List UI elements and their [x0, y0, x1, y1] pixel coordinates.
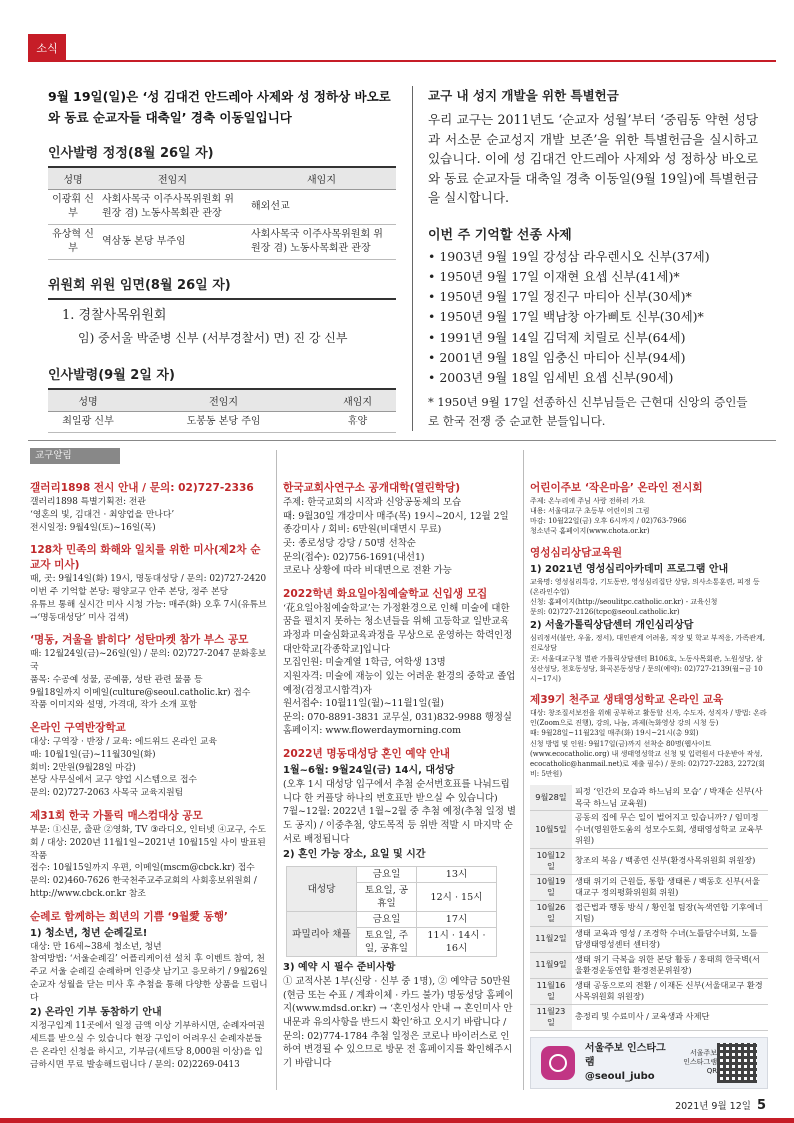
day-cell: 토요일, 공휴일 [357, 883, 417, 912]
column-divider [412, 86, 413, 431]
notice-subtitle: 1) 2021년 영성심리아카데미 프로그램 안내 [530, 563, 729, 575]
notice-line: 대상: 창조질서보전을 위해 공부하고 활동할 신자, 수도자, 성직자 / 방법: 온라인(Zoom으로 진행), 강의, 나눔, 과제(녹화영상 강의 시청 등) [530, 709, 767, 728]
notice-line: 홈페이지: www.flowerdaymorning.com [283, 725, 461, 737]
wedding-subtitle: 2) 혼인 가능 장소, 요일 및 시간 [283, 849, 426, 861]
notice-title: 어린이주보 ‘작은마음’ 온라인 전시회 [530, 482, 703, 494]
committee-detail: 임) 중서울 박준병 신부 (서부경찰서) 면) 진 강 신부 [78, 331, 348, 345]
notice-line: 유튜브 통해 실시간 미사 시청 가능: 매주(화) 오후 7시(유튜브→‘명동대성당’ 미사 검색) [30, 599, 267, 623]
table-row [530, 978, 768, 1004]
column-divider [523, 450, 524, 1090]
table-row [48, 225, 396, 260]
notice-line: 때, 곳: 9월14일(화) 19시, 명동대성당 / 문의: 02)727-2420 [30, 574, 267, 585]
notice-line: 회비: 2만원(9월28일 마감) [30, 762, 136, 773]
notice-line: 대상: 구역장 · 반장 / 교육: 에드위드 온라인 교육 [30, 737, 218, 748]
table-header: 새임지 [247, 168, 396, 190]
notice-line: 때: 9월30일 개강미사 매주(목) 19시~20시, 12월 2일 종강미사 / 회비: 6만원(비대면시 무료) [283, 510, 509, 536]
table-cell: 최일광 신부 [48, 412, 128, 433]
notice-line: ‘花요일아침예술학교’는 가정환경으로 인해 미술에 대한 꿈을 펼치지 못하는 청소년들을 위해 고등학교 일반교육과정과 미술심화교육과정을 무상으로 운영하는 학력인정 대안학교[각종학교]입니다 [283, 602, 513, 655]
table-cell: 해외선교 [247, 190, 396, 225]
notice-line: 품목: 수공예 성물, 공예품, 성탄 관련 물품 등 [30, 674, 203, 685]
time-cell: 13시 [417, 867, 497, 883]
notice-line: 갤러리1898 특별기획전: 전관 [30, 497, 146, 507]
table-row [530, 874, 768, 900]
special-collection-section [428, 86, 758, 431]
day-cell: 금요일 [357, 867, 417, 883]
schedule-date: 11월16일 [530, 978, 572, 1004]
notice-subtitle: 1) 청소년, 청년 순례길로! [30, 927, 148, 939]
collection-title: 교구 내 성지 개발을 위한 특별헌금 [428, 88, 619, 103]
notice-line: 곳: 종로성당 강당 / 50명 선착순 [283, 537, 416, 549]
memorial-note: * 1950년 9월 17일 선종하신 신부님들은 근현대 신앙의 증인들로 한국 전쟁 중 순교한 분들입니다. [428, 394, 748, 428]
notice-line: 마감: 10월22일(금) 오후 6시까지 / 02)763-7966 [530, 517, 687, 526]
table-header: 성명 [48, 168, 98, 190]
qr-label: 서울주보 인스타그램 QR [683, 1049, 718, 1076]
issue-date: 2021년 9월 12일 [675, 1101, 751, 1112]
notice-title: 128차 민족의 화해와 일치를 위한 미사(제2차 순교자 미사) [30, 544, 261, 572]
table-row [48, 390, 396, 412]
notice-subtitle: 2) 서울가톨릭상담센터 개인심리상담 [530, 620, 694, 632]
instagram-handle: @seoul_jubo [584, 1070, 655, 1082]
table-cell: 도봉동 본당 주임 [128, 412, 319, 433]
notice-title: 2022학년 화요일아침예술학교 신입생 모집 [283, 587, 488, 600]
instagram-text [585, 1042, 675, 1084]
instagram-icon [541, 1046, 575, 1080]
notice-line: 코로나 상황에 따라 비대면으로 전환 가능 [283, 565, 452, 577]
table-row [287, 912, 497, 928]
appointment2-title: 인사발령(9월 2일 자) [48, 364, 396, 390]
day-cell: 토요일, 주일, 공휴일 [357, 928, 417, 957]
schedule-topic: 접근법과 행동 방식 / 황인철 팀장(녹색연합 기후에너지팀) [572, 900, 768, 926]
schedule-date: 11월2일 [530, 926, 572, 952]
notice-line: 참여방법: ‘서울순례길’ 어플리케이션 설치 후 이벤트 참여, 천주교 서울 순례길 순례하며 인증샷 남기고 응모하기 / 9월26일 순교자 성월을 닫는 미사 후 추첨을 통해 다양한 상품을 드립니다 [30, 954, 268, 1003]
notice-line: 본당 사무실에서 교구 양업 시스템으로 접수 [30, 775, 197, 786]
notice-line: 9월18일까지 이메일(culture@seoul.catholic.kr) 접수 [30, 687, 251, 698]
list-item: • 2001년 9월 18일 임충신 마티아 신부(94세) [428, 349, 686, 365]
table-cell: 이광휘 신부 [48, 190, 98, 225]
notice-title: 제39기 천주교 생태영성학교 온라인 교육 [530, 694, 724, 707]
schedule-topic: 공동의 집에 무슨 일이 벌어지고 있습니까? / 임미정 수녀(영원한도움의 성모수도회, 생태영성학교 교육부 위원) [572, 811, 768, 849]
schedule-topic: 생태 교육과 영성 / 조경학 수녀(노틀담수녀회, 노틀담생태영성센터 센터장) [572, 926, 768, 952]
collection-body: 우리 교구는 2011년도 ‘순교자 성월’부터 ‘중림동 약현 성당과 서소문 순교성지 개발 보존’을 위한 특별헌금을 실시하고 있습니다. 이에 성 김대건 안드레아 사제와 성 정하상 바오로와 동료 순교자들 대축일 경축 이동일(9월 19일)에 특별헌금을 실시합니다. [428, 112, 758, 205]
notice-line: 주제: 한국교회의 시작과 신앙공동체의 모습 [283, 497, 462, 508]
notice-line: 전시일정: 9월4일(토)~16일(목) [30, 522, 156, 533]
wedding-table [286, 866, 497, 957]
page-footer [675, 1098, 766, 1113]
table-row [530, 952, 768, 978]
notice-title: 제31회 한국 가톨릭 매스컴대상 공모 [30, 810, 203, 823]
notice-line: 신청: 홈페이지(http://seoulitpc.catholic.or.kr) - 교육신청 [530, 597, 718, 606]
notice-line: 곳: 서울대교구청 별관 가톨릭상담센터 B106호, 노동사목회관, 노원성당, 삼성산성당, 천호동성당, 화곡본동성당 / 문의(예약): 02)727-2139(월~금 10시~17시) [530, 654, 763, 683]
notice-line: 부문: ①신문, 출판 ②영화, TV ③라디오, 인터넷 ④교구, 수도회 / 대상: 2020년 11월1일~2021년 10월15일 사이 발표된 작품 [30, 825, 266, 861]
list-item: • 1991년 9월 14일 김덕제 치릴로 신부(64세) [428, 329, 686, 345]
table-row [530, 1004, 768, 1030]
table-cell: 성명 [48, 390, 128, 412]
notice-line: 심리정서(불안, 우울, 정서), 대인관계 어려움, 직장 및 학교 부적응, 가족관계, 진로상담 [530, 634, 765, 653]
schedule-topic: 생태 위기의 근원들, 통합 생태론 / 백동호 신부(서울대교구 정의평화위원회 위원) [572, 874, 768, 900]
eco-schedule-table [530, 785, 768, 1031]
schedule-date: 11월9일 [530, 952, 572, 978]
qr-code-icon [717, 1043, 757, 1083]
time-cell: 17시 [417, 912, 497, 928]
notice-column-1 [30, 472, 270, 1072]
notice-subtitle: 2) 온라인 기부 동참하기 안내 [30, 1007, 162, 1019]
venue-cell: 파밀리아 채플 [287, 912, 357, 957]
appointment1-table [48, 168, 396, 260]
venue-cell: 대성당 [287, 867, 357, 912]
notice-line: 신청 방법 및 인원: 9월17일(금)까지 선착순 80명(웹사이트(www.ecocatholic.org) 내 생태영성학교 신청 및 입력원서 다운받아 작성, ecocatholic@hanmail.net)로 제출 필수) / 문의: 02)727-2283, 2272(회비: 5만원) [530, 739, 766, 778]
notice-line: 원서접수: 10월11일(월)~11월1일(월) [283, 698, 444, 710]
notice-line: ‘영혼의 빛, 김대건 · 최양업을 만나다’ [30, 509, 175, 520]
notice-line: 문의: 02)460-7626 한국천주교주교회의 사회홍보위원회 / http://www.cbck.or.kr 참조 [30, 876, 257, 899]
personnel-section [48, 86, 396, 433]
time-cell: 12시 · 15시 [417, 883, 497, 912]
notice-column-3 [530, 472, 768, 1089]
notice-line: 때: 10월1일(금)~11월30일(화) [30, 749, 156, 760]
table-cell: 전임지 [128, 390, 319, 412]
notice-line: 모집인원: 미술계열 1학급, 여학생 13명 [283, 657, 446, 669]
notice-line: 청소년국 홈페이지(www.chota.or.kr) [530, 527, 650, 536]
appointment2-table [48, 390, 396, 433]
notice-title: ‘명동, 겨울을 밝히다’ 성탄마켓 참가 부스 공모 [30, 634, 249, 647]
bottom-bar [0, 1118, 794, 1123]
table-cell: 사회사목국 이주사목위원회 위원장 겸) 노동사목회관 관장 [247, 225, 396, 260]
table-row [287, 867, 497, 883]
notice-line: 주제: 온누리에 주님 사랑 전하러 가요 [530, 497, 645, 505]
table-header: 전임지 [98, 168, 247, 190]
notice-title: 한국교회사연구소 공개대학(열린학당) [283, 482, 461, 494]
schedule-date: 10월12일 [530, 848, 572, 874]
notice-line: 교육명: 영성심리특강, 기도동반, 영성심리집단 상담, 의사소통훈련, 피정 등(온라인수업) [530, 577, 760, 596]
notice-line: 이번 주 기억할 본당: 평양교구 안주 본당, 정주 본당 [30, 587, 229, 598]
memorial-list [428, 247, 758, 389]
table-row [530, 785, 768, 811]
table-row [530, 811, 768, 849]
instagram-title: 서울주보 인스타그램 [584, 1042, 666, 1068]
notice-line: 문의: 070-8891-3831 교무실, 031)832-9988 행정실 [283, 711, 512, 723]
schedule-topic: 피정 ‘인간의 모습과 하느님의 모습’ / 박재순 신부(사목국 하느님 교육원) [572, 785, 768, 811]
schedule-topic: 창조의 복음 / 백종연 신부(환경사목위원회 위원장) [572, 848, 768, 874]
table-cell: 사회사목국 이주사목위원회 위원장 겸) 노동사목회관 관장 [98, 190, 247, 225]
schedule-date: 10월5일 [530, 811, 572, 849]
schedule-topic: 생태 공동으로의 전환 / 이재돈 신부(서울대교구 환경사목위원회 위원장) [572, 978, 768, 1004]
table-row [48, 412, 396, 433]
schedule-date: 11월23일 [530, 1004, 572, 1030]
list-item: • 1950년 9월 17일 이재현 요셉 신부(41세)* [428, 268, 680, 284]
page-number: 5 [756, 1098, 766, 1113]
schedule-topic: 총정리 및 수료미사 / 교육생과 사제단 [572, 1004, 768, 1030]
table-row [530, 848, 768, 874]
time-cell: 11시 · 14시 · 16시 [417, 928, 497, 957]
feast-headline: 9월 19일(일)은 ‘성 김대건 안드레아 사제와 성 정하상 바오로와 동료 순교자들 대축일’ 경축 이동일입니다 [48, 89, 391, 125]
notice-line: 대상: 만 16세~38세 청소년, 청년 [30, 941, 162, 952]
table-cell: 유상혁 신부 [48, 225, 98, 260]
table-cell: 역삼동 본당 부주임 [98, 225, 247, 260]
notice-line: 문의: 02)727-2126(tcpc@seoul.catholic.kr) [530, 608, 680, 617]
top-divider [28, 60, 776, 62]
schedule-topic: 생태 위기 극복을 위한 본당 활동 / 홍태희 한국벽(서울환경운동연합 환경전문위원장) [572, 952, 768, 978]
notice-title: 온라인 구역반장학교 [30, 722, 126, 735]
notice-line: 문의(접수): 02)756-1691(내선1) [283, 551, 425, 563]
notice-title: 영성심리상담교육원 [530, 546, 623, 559]
committee-title: 위원회 위원 임면(8월 26일 자) [48, 274, 396, 300]
notice-title: 2022년 명동대성당 혼인 예약 안내 [283, 748, 451, 760]
instagram-banner [530, 1037, 768, 1089]
appointment1-title: 인사발령 정정(8월 26일 자) [48, 142, 396, 168]
list-item: • 1950년 9월 17일 정진구 마티아 신부(30세)* [428, 289, 692, 305]
notice-line: 문의: 02)727-2063 사목국 교육지원팀 [30, 788, 184, 799]
schedule-date: 10월19일 [530, 874, 572, 900]
notice-line: 때: 12월24일(금)~26일(일) / 문의: 02)727-2047 문화홍보국 [30, 649, 267, 673]
list-item: • 2003년 9월 18일 임세빈 요셉 신부(90세) [428, 370, 674, 386]
table-row [48, 168, 396, 190]
table-cell: 새임지 [319, 390, 396, 412]
notice-line: 지원자격: 미술에 재능이 있는 어려운 환경의 중학교 졸업예정(검정고시합격)자 [283, 670, 516, 696]
list-item: • 1950년 9월 17일 백남창 아가삐토 신부(30세)* [428, 309, 704, 325]
wedding-requirements: ① 교적사본 1부(신랑 · 신부 중 1명), ② 예약금 50만원(현금 또는 수표 / 계좌이체 · 카드 불가) 명동성당 홈페이지(www.mdsd.or.kr) → ‘혼인성사 안내 → 혼인미사 안내문과 유의사항을 반드시 확인’하고 오시기 바랍니다 / 문의: 02)774-1784 추첨 일정은 코로나 바이러스로 인하여 변경될 수 있으므로 방문 전 홈페이지를 확인해주시기 바랍니다 [283, 976, 514, 1069]
notice-title: 순례로 함께하는 희년의 기쁨 ‘9월愛 동행’ [30, 910, 228, 923]
day-cell: 금요일 [357, 912, 417, 928]
notice-line: 내용: 서울대교구 초등부 어린이의 그림 [530, 507, 650, 516]
schedule-date: 9월28일 [530, 785, 572, 811]
list-item: • 1903년 9월 19일 강성삼 라우렌시오 신부(37세) [428, 248, 710, 264]
notice-line: 때: 9월28일~11월23일 매주(화) 19시~21시(총 9회) [530, 729, 699, 738]
table-row [530, 900, 768, 926]
column-divider [276, 450, 277, 1090]
notice-line: 지정구입계 11곳에서 일정 금액 이상 기부하시면, 순례자여권세트를 받으실 수 있습니다 현장 구입이 어려우신 순례자분들은 온라인 신청을 하시고, 기부금(세트당 8,000원 이상)을 입금하시면 무료 발송해드립니다 / 문의: 02)2269-0413 [30, 1021, 265, 1070]
notice-line: (오후 1시 대성당 입구에서 추첨 순서번호표를 나눠드립니다 한 커플당 하나의 번호표만 받으실 수 있습니다) [283, 779, 510, 804]
table-row [48, 190, 396, 225]
table-row [530, 926, 768, 952]
wedding-requirements-title: 3) 예약 시 필수 준비사항 [283, 962, 396, 974]
notice-line: 작품 이미지와 설명, 가격대, 작가 소개 포함 [30, 700, 197, 711]
committee-item: 1. 경찰사목위원회 [62, 308, 167, 323]
notice-column-2 [283, 472, 517, 1071]
notice-title: 갤러리1898 전시 안내 / 문의: 02)727-2336 [30, 482, 254, 494]
section-tab: 소식 [28, 34, 66, 62]
table-cell: 휴양 [319, 412, 396, 433]
bulletin-label: 교구알림 [30, 448, 120, 464]
notice-subtitle: 1월~6월: 9월24일(금) 14시, 대성당 [283, 765, 455, 776]
notice-line: 접수: 10월15일까지 우편, 이메일(mscm@cbck.kr) 접수 [30, 863, 255, 874]
section-divider [28, 440, 776, 441]
notice-line: 7월~12월: 2022년 1월~2월 중 추첨 예정(추첨 일정 별도 공지) / 이중추첨, 양도목적 등 위반 적발 시 마지막 순서로 배정됩니다 [283, 806, 516, 845]
memorial-title: 이번 주 기억할 선종 사제 [428, 227, 572, 243]
schedule-date: 10월26일 [530, 900, 572, 926]
